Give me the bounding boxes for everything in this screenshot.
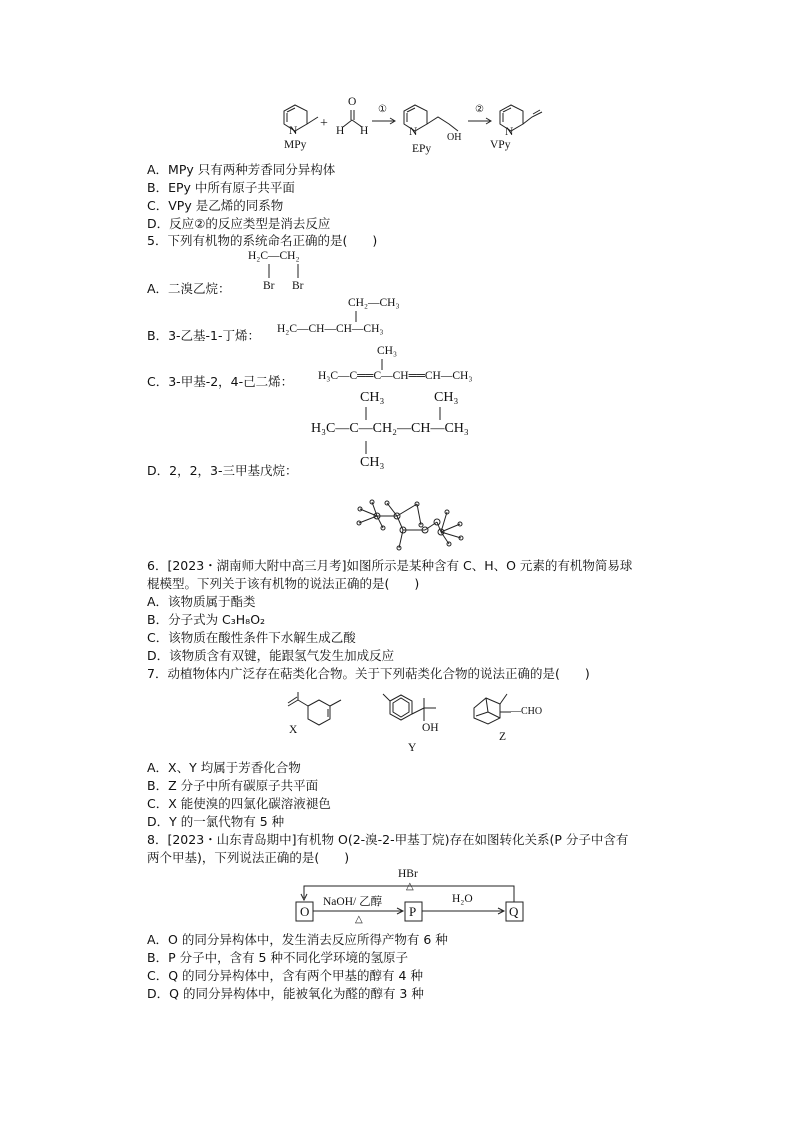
q7-option-d: D．Y 的一氯代物有 5 种 [147, 814, 285, 829]
q5-option-b: B．3-乙基-1-丁烯： [147, 328, 261, 343]
compound-y-label: Y [408, 742, 417, 754]
arrow-step1 [372, 118, 398, 124]
step2-label: ② [475, 104, 484, 115]
q4-option-a: A．MPy 只有两种芳香同分异构体 [147, 162, 336, 177]
q5-d-top1: CH₃ [360, 390, 385, 405]
q5-a-br1: Br [263, 280, 275, 292]
q8-option-c: C．Q 的同分异构体中，含有两个甲基的醇有 4 种 [147, 968, 423, 983]
q6-option-b: B．分子式为 C₃H₈O₂ [147, 612, 266, 627]
q8-delta-top: △ [406, 881, 414, 892]
compound-x-label: X [289, 724, 298, 736]
q5-option-a: A．二溴乙烷： [147, 281, 231, 296]
q4-option-b: B．EPy 中所有原子共平面 [147, 180, 295, 195]
compound-z-cho: —CHO [511, 706, 543, 717]
vpy-structure [494, 100, 554, 140]
formaldehyde-h-right: H [360, 125, 369, 137]
compound-x-structure [285, 692, 357, 728]
q6-option-a: A．该物质属于酯类 [147, 594, 256, 609]
box-o-label: O [300, 904, 310, 919]
q5-b-bond [355, 311, 359, 323]
q5-b-formula-top: CH₂—CH₃ [348, 297, 400, 309]
q4-option-c: C．VPy 是乙烯的同系物 [147, 198, 284, 213]
q7-option-a: A．X、Y 均属于芳香化合物 [147, 760, 301, 775]
epy-label: EPy [412, 143, 432, 155]
vpy-n-atom: N [505, 126, 514, 138]
q7-stem: 7．动植物体内广泛存在萜类化合物。关于下列萜类化合物的说法正确的是( ) [147, 666, 590, 681]
q8-naoh-label: NaOH/ 乙醇 [323, 896, 383, 908]
box-p-label: P [409, 904, 417, 919]
epy-n-atom: N [409, 126, 418, 138]
vpy-label: VPy [490, 139, 511, 151]
q8-hbr-label: HBr [398, 868, 418, 880]
q8-h2o-label: H₂O [452, 893, 473, 905]
q5-a-bonds [248, 264, 318, 280]
q5-a-br2: Br [292, 280, 304, 292]
q7-option-c: C．X 能使溴的四氯化碳溶液褪色 [147, 796, 331, 811]
q8-option-d: D．Q 的同分异构体中，能被氧化为醛的醇有 3 种 [147, 986, 424, 1001]
q5-c-formula-top: CH₃ [377, 345, 397, 357]
plus-sign: + [320, 116, 328, 131]
q6-option-d: D．该物质含有双键，能跟氢气发生加成反应 [147, 648, 395, 663]
q5-d-bottom: CH₃ [360, 455, 385, 470]
box-q-label: Q [509, 904, 519, 919]
formaldehyde-h-left: H [336, 125, 345, 137]
q6-stem-line2: 棍模型。下列关于该有机物的说法正确的是( ) [147, 576, 420, 591]
compound-z-label: Z [499, 731, 507, 743]
q4-option-d: D．反应②的反应类型是消去反应 [147, 216, 331, 231]
q5-c-formula-main: H₃C—C══C—CH══CH—CH₃ [318, 370, 473, 382]
q6-option-c: C．该物质在酸性条件下水解生成乙酸 [147, 630, 356, 645]
q8-stem-line1: 8．[2023・山东青岛期中]有机物 O(2-溴-2-甲基丁烷)存在如图转化关系(P 分子中含有 [147, 832, 629, 847]
arrow-step2 [468, 118, 494, 124]
compound-z-structure [470, 692, 516, 728]
q7-option-b: B．Z 分子中所有碳原子共平面 [147, 778, 319, 793]
compound-y-oh: OH [422, 722, 439, 734]
step1-label: ① [378, 104, 387, 115]
q8-stem-line2: 两个甲基)，下列说法正确的是( ) [147, 850, 350, 865]
ball-stick-model [355, 494, 470, 554]
formaldehyde-o: O [348, 96, 357, 108]
mpy-label: MPy [284, 139, 307, 151]
q6-stem-line1: 6．[2023・湖南师大附中高三月考]如图所示是某种含有 C、H、O 元素的有机物简易球 [147, 558, 633, 573]
q5-stem: 5．下列有机物的系统命名正确的是( ) [147, 233, 378, 248]
q5-b-formula-main: H₂C—CH—CH—CH₃ [277, 323, 384, 335]
q8-option-b: B．P 分子中，含有 5 种不同化学环境的氢原子 [147, 950, 408, 965]
epy-oh: OH [447, 132, 462, 143]
q5-d-formula-main: H₃C—C—CH₂—CH—CH₃ [311, 421, 469, 436]
q5-a-formula-top: H₂C—CH₂ [248, 250, 300, 262]
q8-option-a: A．O 的同分异构体中，发生消去反应所得产物有 6 种 [147, 932, 448, 947]
mpy-n-atom: N [289, 125, 298, 137]
q5-option-c: C．3-甲基-2，4-己二烯： [147, 374, 294, 389]
q5-d-top2: CH₃ [434, 390, 459, 405]
q5-option-d: D．2，2，3-三甲基戊烷： [147, 463, 298, 478]
q8-delta-bottom: △ [355, 914, 363, 925]
